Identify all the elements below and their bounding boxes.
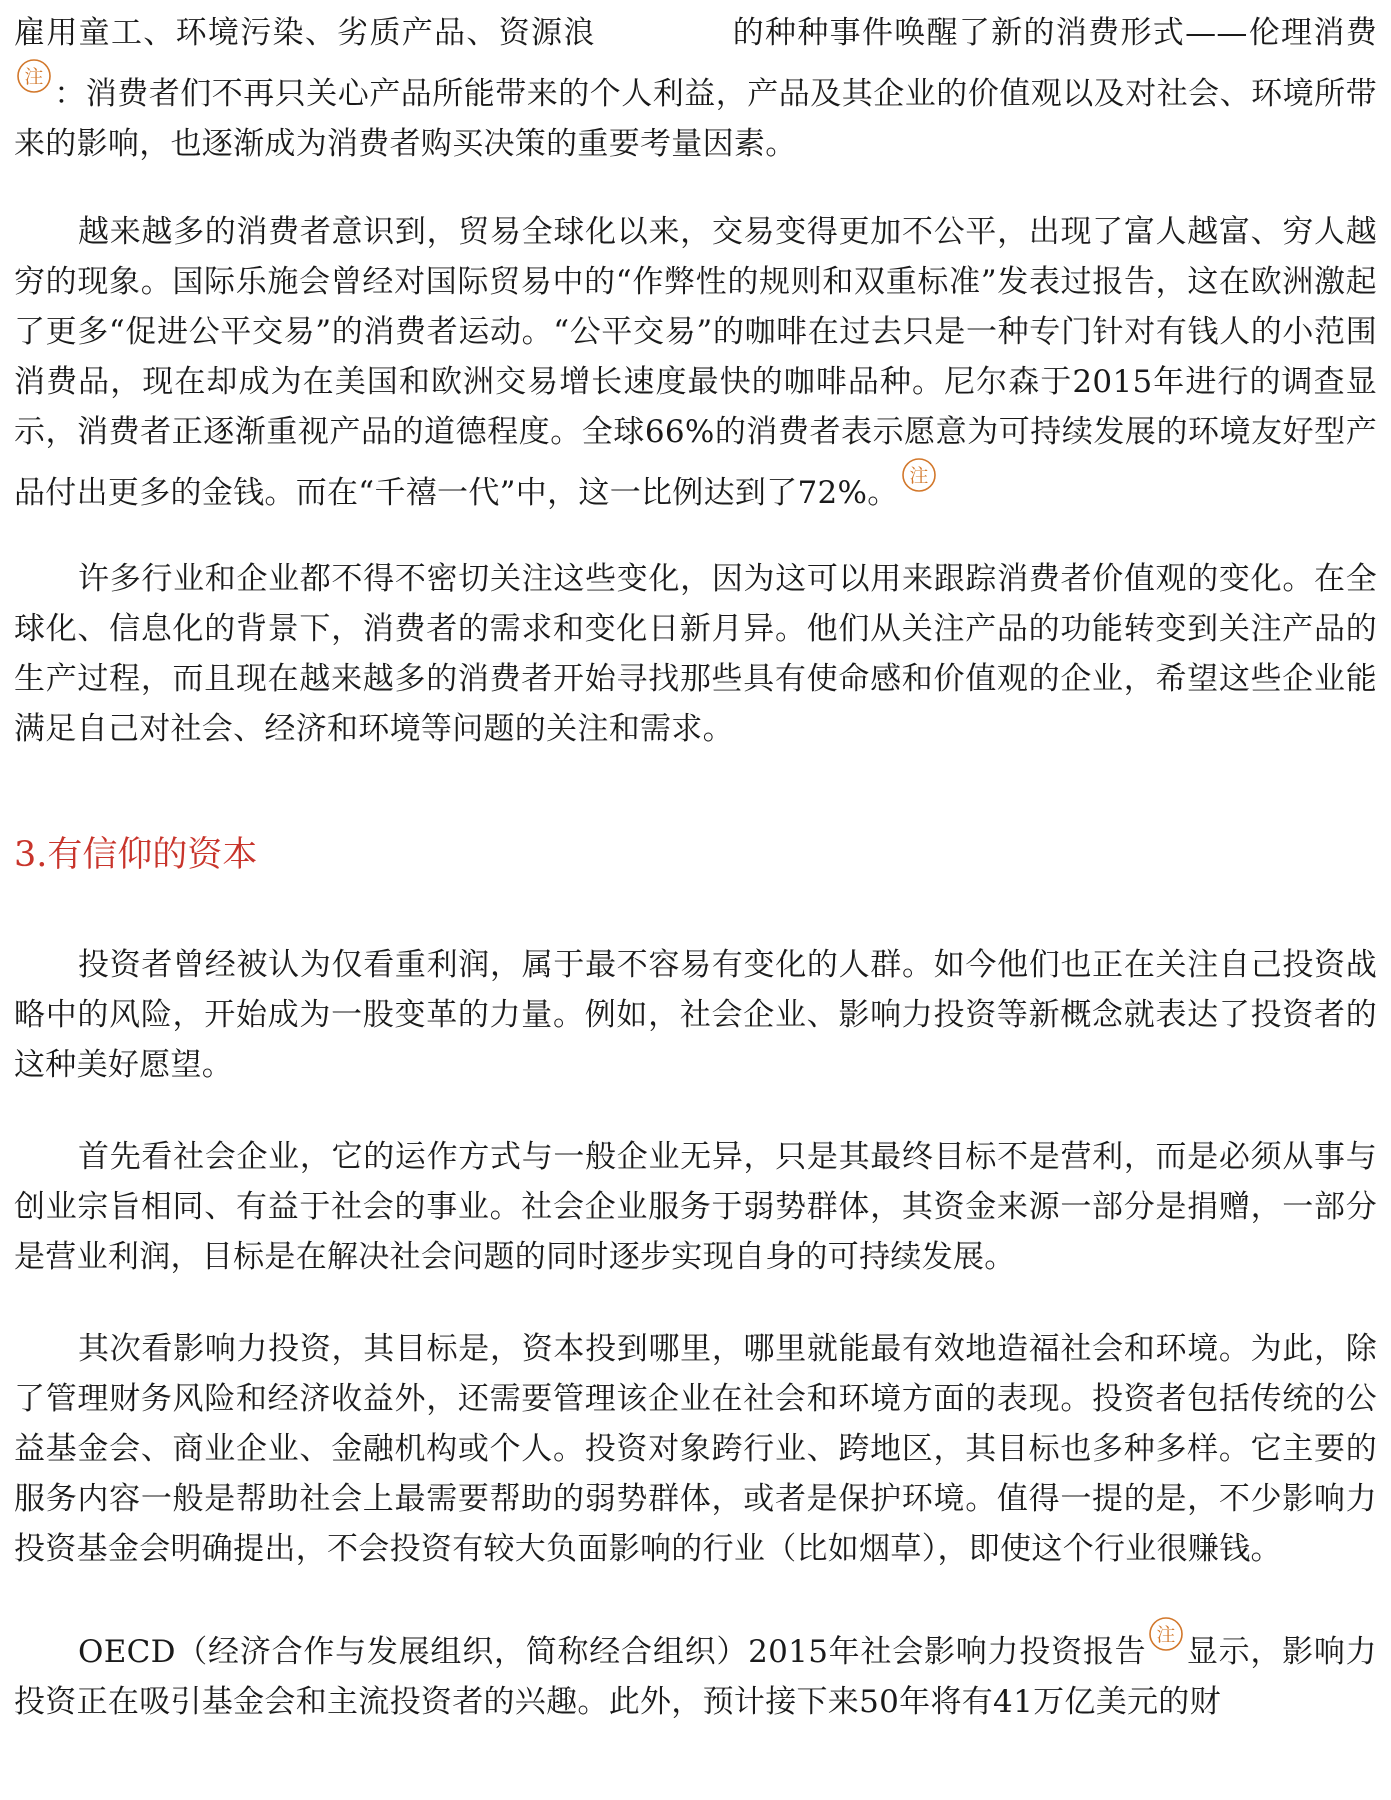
paragraph-text: 首先看社会企业，它的运作方式与一般企业无异，只是其最终目标不是营利，而是必须从事与创业宗旨相同、有益于社会的事业。社会企业服务于弱势群体，其资金来源一部分是捐赠，一部分是营业利润，目标是在解决社会问题的同时逐步实现自身的可持续发展。 <box>14 1139 1377 1275</box>
document-page <box>14 0 1377 1727</box>
footnote-marker-icon[interactable] <box>1148 1616 1184 1652</box>
paragraph-text: 许多行业和企业都不得不密切关注这些变化，因为这可以用来跟踪消费者价值观的变化。在全球化、信息化的背景下，消费者的需求和变化日新月异。他们从关注产品的功能转变到关注产品的生产过程，而且现在越来越多的消费者开始寻找那些具有使命感和价值观的企业，希望这些企业能满足自己对社会、经济和环境等问题的关注和需求。 <box>14 561 1377 747</box>
paragraph-text: OECD（经济合作与发展组织，简称经合组织）2015年社会影响力投资报告 <box>78 1634 1147 1670</box>
paragraph-text: 其次看影响力投资，其目标是，资本投到哪里，哪里就能最有效地造福社会和环境。为此，除了管理财务风险和经济收益外，还需要管理该企业在社会和环境方面的表现。投资者包括传统的公益基金会、商业企业、金融机构或个人。投资对象跨行业、跨地区，其目标也多种多样。它主要的服务内容一般是帮助社会上最需要帮助的弱势群体，或者是保护环境。值得一提的是，不少影响力投资基金会明确提出，不会投资有较大负面影响的行业（比如烟草），即使这个行业很赚钱。 <box>14 1331 1377 1567</box>
footnote-marker-label: 注 <box>1156 1624 1177 1646</box>
paragraph-impact-investing <box>14 1324 1377 1574</box>
footnote-marker-icon[interactable] <box>16 58 52 94</box>
footnote-marker-label: 注 <box>908 465 929 487</box>
paragraph-ethical-consumption <box>14 8 1377 169</box>
paragraph-text: 雇用童工、环境污染、劣质产品、资源浪 <box>14 15 596 51</box>
paragraph-investors <box>14 940 1377 1090</box>
footnote-marker-icon[interactable] <box>901 457 937 493</box>
paragraph-oecd-report <box>14 1616 1377 1727</box>
paragraph-text: 越来越多的消费者意识到，贸易全球化以来，交易变得更加不公平，出现了富人越富、穷人越穷的现象。国际乐施会曾经对国际贸易中的“作弊性的规则和双重标准”发表过报告，这在欧洲激起了更多“促进公平交易”的消费者运动。“公平交易”的咖啡在过去只是一种专门针对有钱人的小范围消费品，现在却成为在美国和欧洲交易增长速度最快的咖啡品种。尼尔森于2015年进行的调查显示，消费者正逐渐重视产品的道德程度。全球66%的消费者表示愿意为可持续发展的环境友好型产品付出更多的金钱。而在“千禧一代”中，这一比例达到了72%。 <box>14 214 1377 511</box>
paragraph-industry-changes <box>14 554 1377 754</box>
section-heading: 3.有信仰的资本 <box>14 835 258 875</box>
paragraph-text: 的种种事件唤醒了新的消费形式——伦理消费 <box>731 15 1377 51</box>
paragraph-social-enterprise <box>14 1132 1377 1282</box>
footnote-marker-label: 注 <box>24 66 44 88</box>
paragraph-text: ：消费者们不再只关心产品所能带来的个人利益，产品及其企业的价值观以及对社会、环境所带来的影响，也逐渐成为消费者购买决策的重要考量因素。 <box>14 76 1377 162</box>
paragraph-fair-trade <box>14 207 1377 518</box>
paragraph-text: 显示，影响力投资正在吸引基金会和主流投资者的兴趣。此外，预计接下来50年将有41万亿美元的财 <box>14 1634 1377 1720</box>
paragraph-text: 投资者曾经被认为仅看重利润，属于最不容易有变化的人群。如今他们也正在关注自己投资战略中的风险，开始成为一股变革的力量。例如，社会企业、影响力投资等新概念就表达了投资者的这种美好愿望。 <box>14 947 1377 1083</box>
